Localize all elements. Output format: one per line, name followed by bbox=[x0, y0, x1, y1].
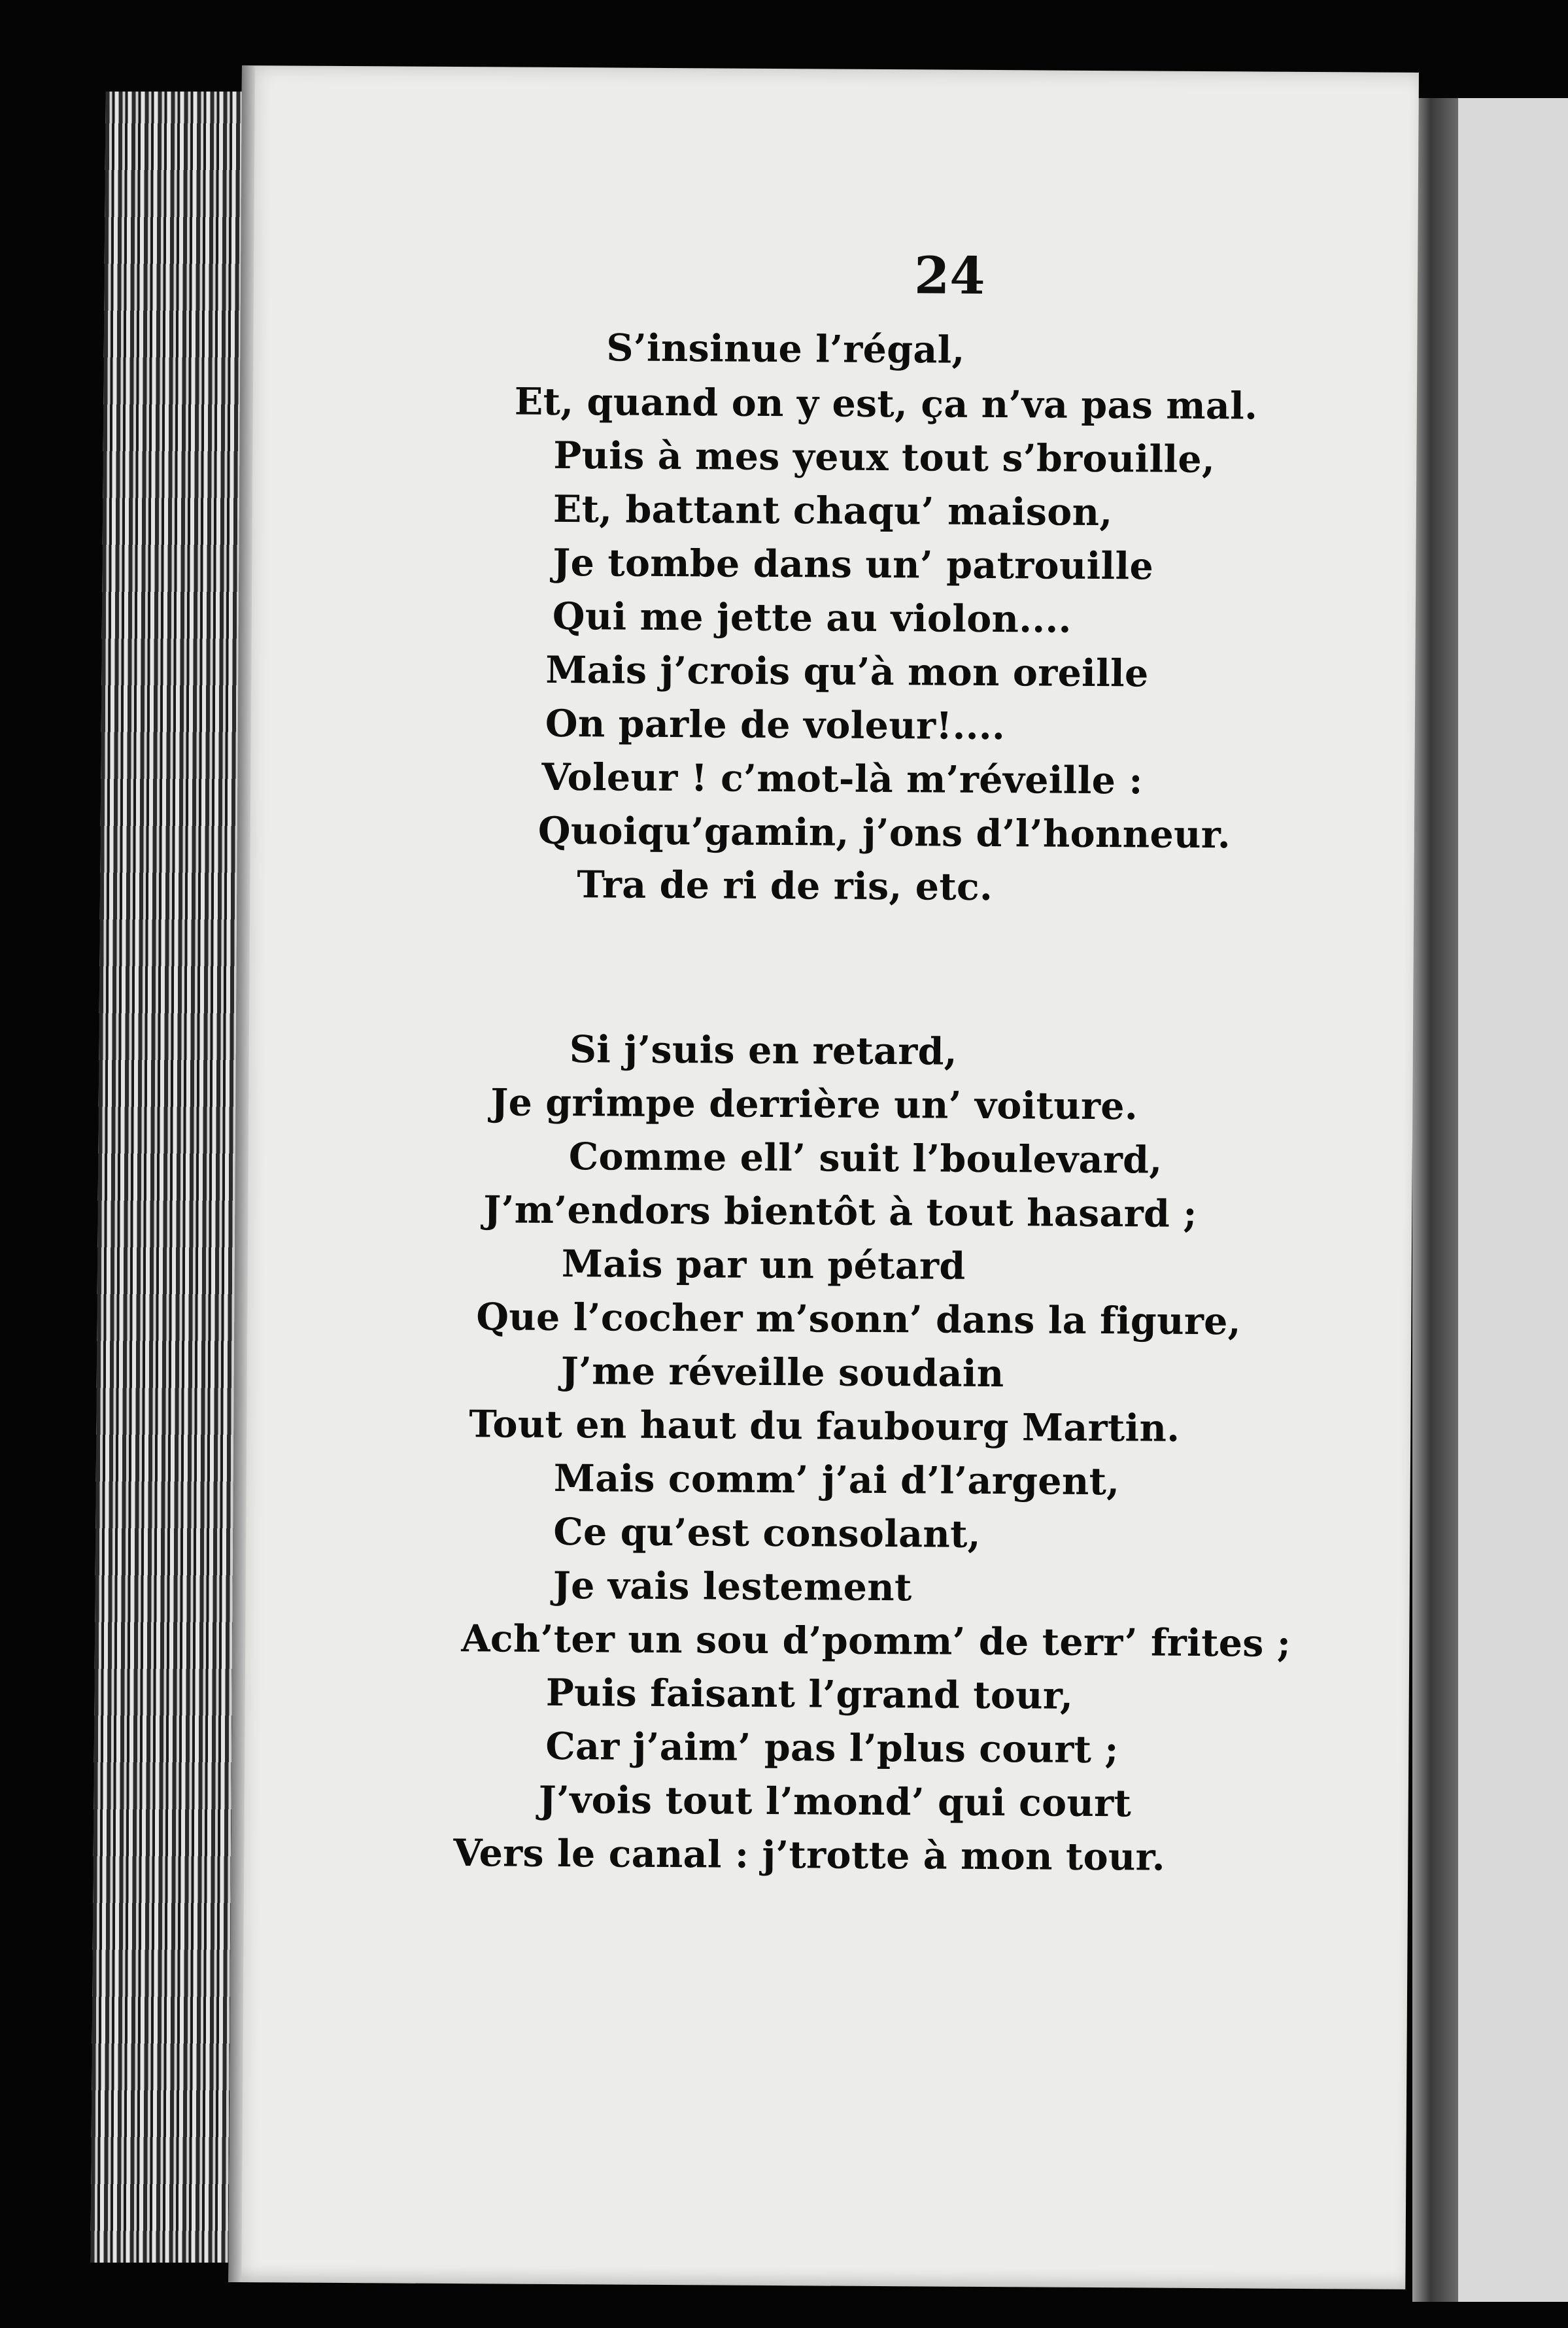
poem-line: Et, battant chaqu’ maison, bbox=[553, 487, 1113, 535]
poem-line: J’me réveille soudain bbox=[560, 1349, 1004, 1396]
poem-line: Ach’ter un sou d’pomm’ de terr’ frites ; bbox=[461, 1617, 1291, 1666]
poem-line: J’m’endors bientôt à tout hasard ; bbox=[483, 1188, 1197, 1236]
poem-line: Tout en haut du faubourg Martin. bbox=[469, 1402, 1180, 1450]
poem-line: On parle de voleur!.... bbox=[545, 701, 1006, 749]
poem-line: S’insinue l’régal, bbox=[606, 326, 965, 372]
poem-line: Puis faisant l’grand tour, bbox=[545, 1670, 1074, 1718]
poem-line: J’vois tout l’mond’ qui court bbox=[538, 1777, 1132, 1826]
book-gutter bbox=[1412, 98, 1458, 2302]
poem-line: Je tombe dans un’ patrouille bbox=[553, 540, 1154, 589]
poem-line: Quoiqu’gamin, j’ons d’l’honneur. bbox=[537, 808, 1231, 857]
poem-line: Tra de ri de ris, etc. bbox=[577, 863, 993, 910]
poem-line: Si j’suis en retard, bbox=[569, 1027, 958, 1074]
book-page bbox=[228, 65, 1419, 2289]
poem-line: Je grimpe derrière un’ voiture. bbox=[490, 1080, 1138, 1129]
poem-line: Mais par un pétard bbox=[561, 1242, 966, 1288]
poem-line: Car j’aim’ pas l’plus court ; bbox=[545, 1724, 1119, 1772]
poem-line: Vers le canal : j’trotte à mon tour. bbox=[453, 1831, 1166, 1879]
poem-line: Je vais lestement bbox=[553, 1563, 912, 1610]
poem-line: Puis à mes yeux tout s’brouille, bbox=[553, 433, 1216, 482]
poem-line: Comme ell’ suit l’boulevard, bbox=[568, 1135, 1163, 1182]
poem-line: Voleur ! c’mot-là m’réveille : bbox=[541, 755, 1143, 803]
poem-line: Et, quand on y est, ça n’va pas mal. bbox=[514, 379, 1258, 428]
poem-line: Ce qu’est consolant, bbox=[553, 1509, 981, 1556]
poem-line: Que l’cocher m’sonn’ dans la figure, bbox=[476, 1295, 1242, 1344]
poem-line: Mais comm’ j’ai d’l’argent, bbox=[553, 1456, 1120, 1504]
poem-line: Mais j’crois qu’à mon oreille bbox=[545, 647, 1149, 696]
page-number: 24 bbox=[913, 246, 985, 306]
poem-line: Qui me jette au violon.... bbox=[552, 594, 1072, 642]
poem bbox=[228, 65, 1419, 2289]
